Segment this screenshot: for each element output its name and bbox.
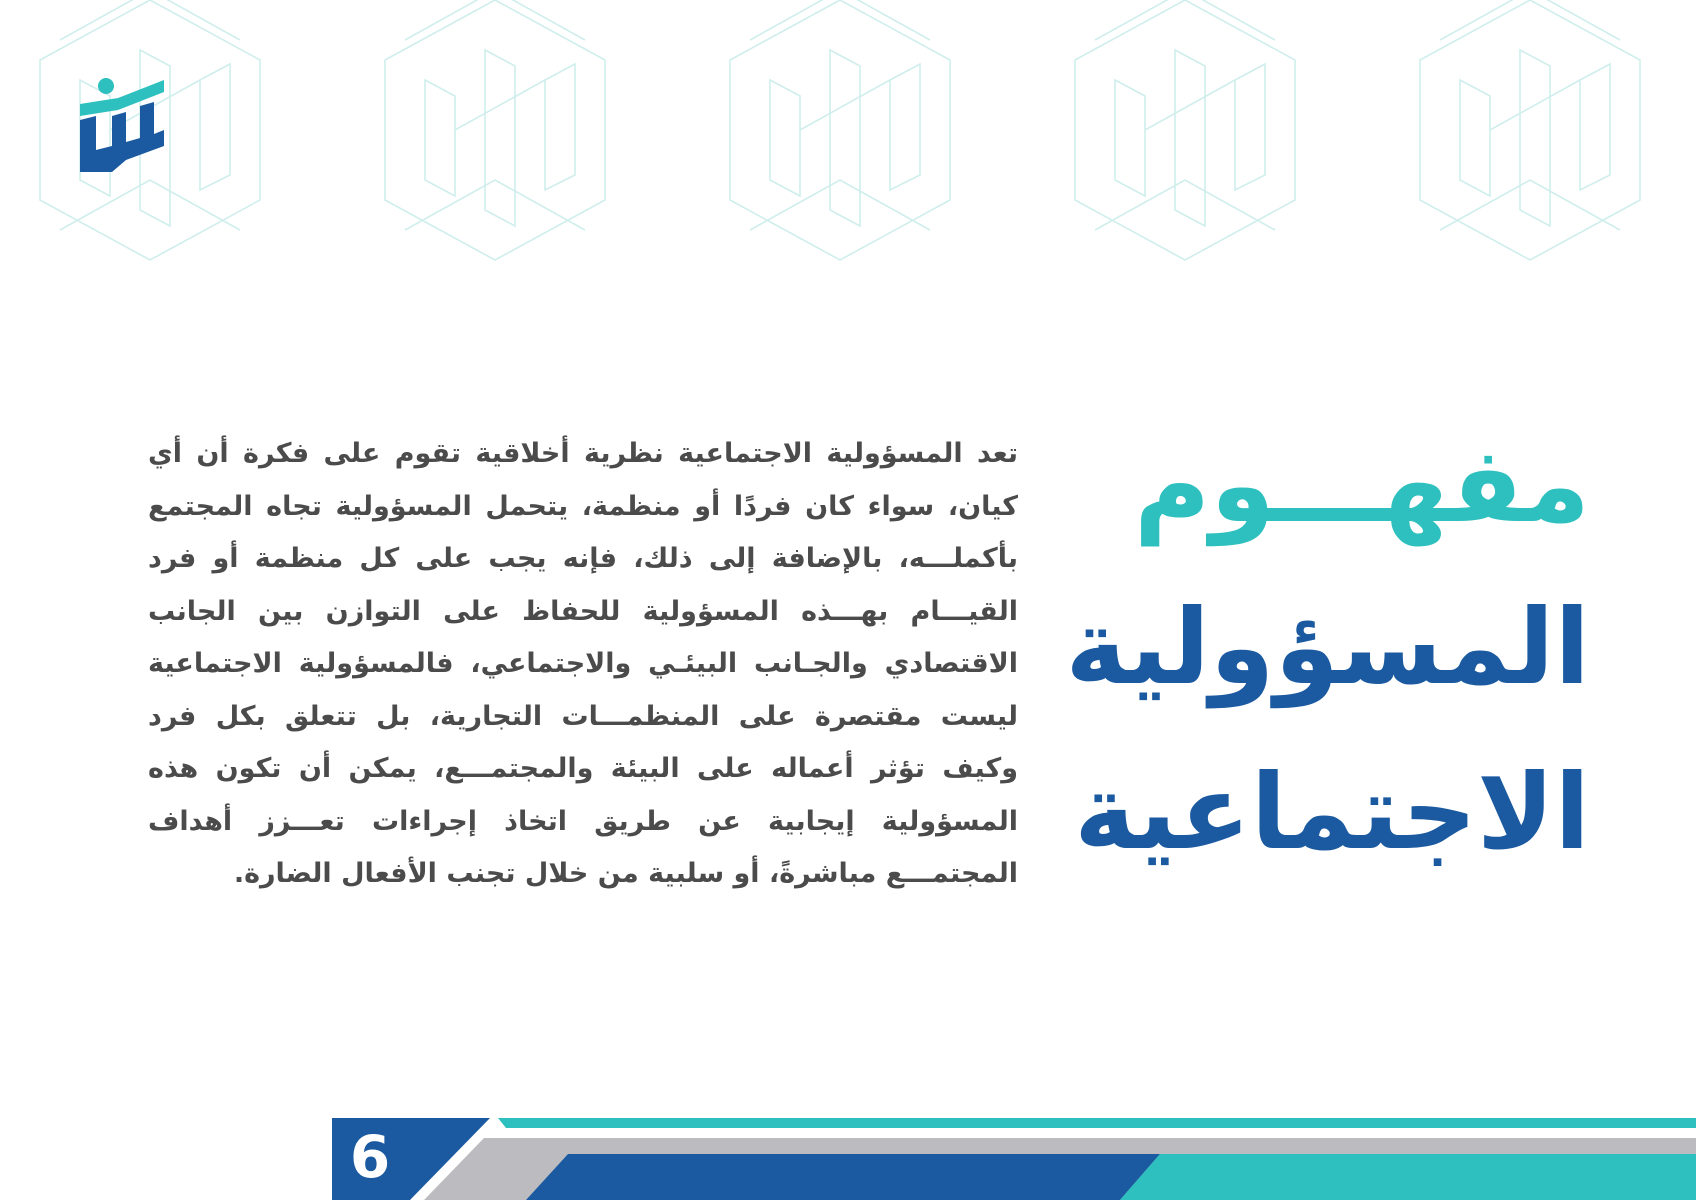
brand-logo-icon [78, 76, 166, 172]
title-line-2: المسؤولية [1065, 586, 1590, 708]
page-title [1065, 405, 1590, 895]
title-line-1: مفهـــوم [1134, 424, 1590, 546]
title-line-3: الاجتماعية [1074, 751, 1590, 873]
body-paragraph: تعد المسؤولية الاجتماعية نظرية أخلاقية تقوم على فكرة أن أي كيان، سواء كان فردًا أو منظمة، يتحمل المسؤولية تجاه المجتمع بأكملـــه، بالإضافة إلى ذلك، فإنه يجب على كل منظمة أو فرد القيـــام بهـــذه المسؤولية للحفاظ على التوازن بين الجانب الاقتصادي والجـانب البيئـي والاجتماعي، فالمسؤولية الاجتماعية ليست مقتصرة على المنظمـــات التجارية، بل تتعلق بكل فرد وكيف تؤثر أعماله على البيئة والمجتمـــع، يمكن أن تكون هذه المسؤولية إيجابية عن طريق اتخاذ إجراءات تعـــزز أهداف المجتمـــع مباشرةً، أو سلبية من خلال تجنب الأفعال الضارة. [148, 438, 1018, 889]
footer-bar [0, 1110, 1696, 1200]
page-number: 6 [349, 1123, 391, 1191]
header-pattern [0, 0, 1696, 270]
